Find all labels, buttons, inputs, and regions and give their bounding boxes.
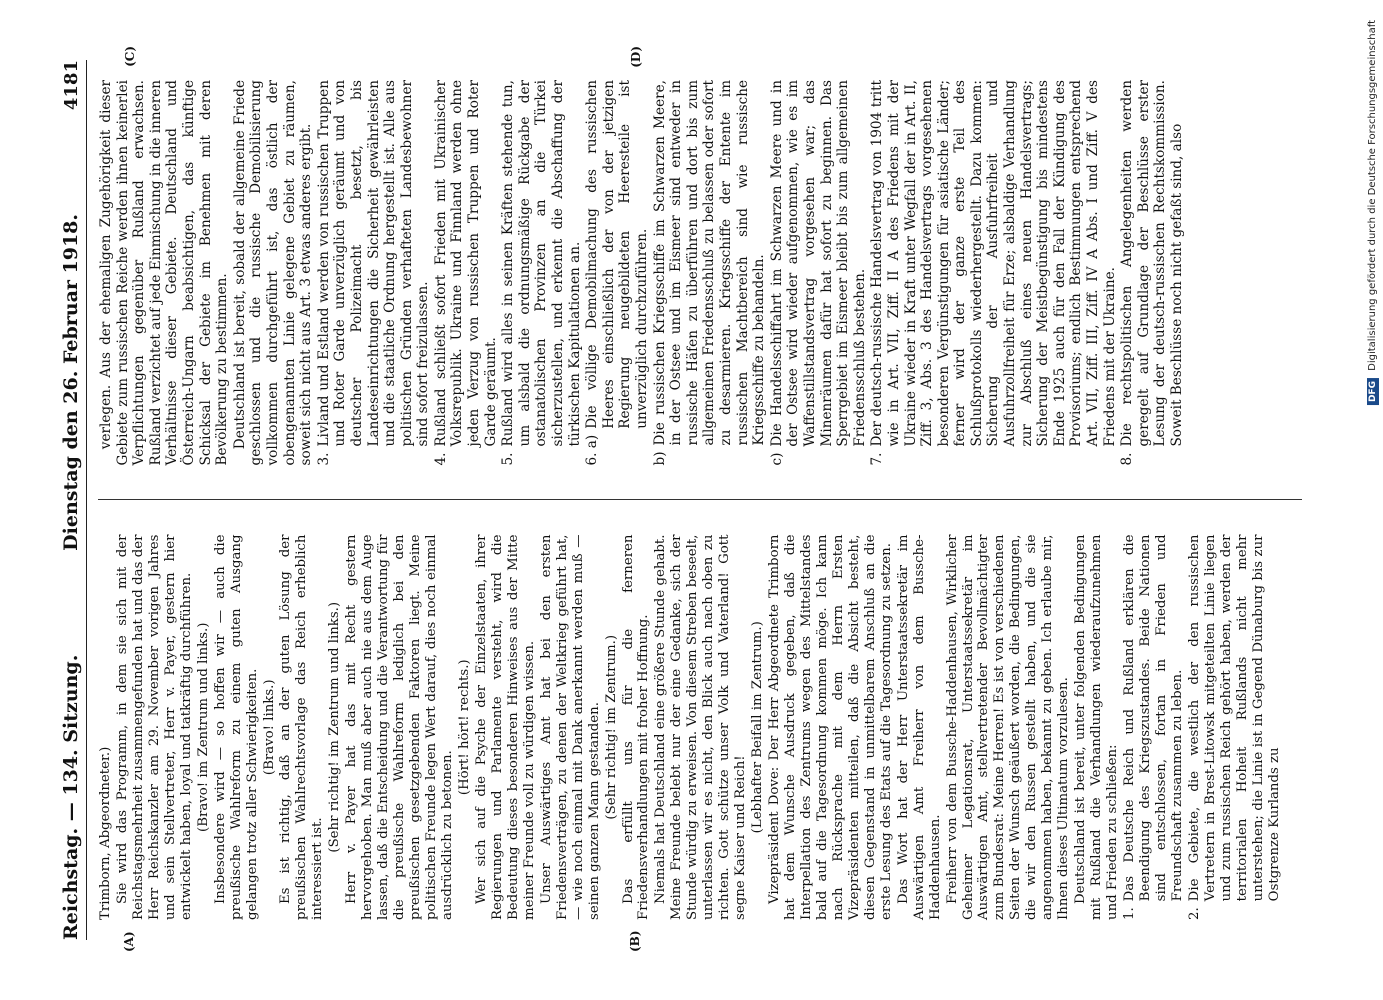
list-number: 7.: [868, 452, 885, 466]
dfg-side-note: [1367, 20, 1379, 405]
list-text: Die völlige Demobilmachung des russischen Heeres einschließlich der von der jetzigen Regierung neugebildeten Heeresteile ist unverzüglich durchzuführen.: [583, 80, 650, 429]
list-number: 2.: [1186, 907, 1202, 920]
list-item: [1186, 535, 1282, 921]
list-text: Rußland schließt sofort Frieden mit Ukrainischer Volksrepublik. Ukraine und Finnland werden ohne jeden Verzug von russischen Truppen und Roter Garde geräumt.: [432, 80, 499, 447]
paragraph: Das erfüllt uns für die ferneren Friedensverhandlungen mit froher Hoffnung.: [620, 534, 651, 920]
speaker-intro: Trimborn, Abgeordneter.): [97, 746, 113, 920]
right-column: [97, 46, 1302, 486]
dfg-logo: DFG: [1367, 378, 1379, 405]
list-number: 3.: [315, 452, 332, 466]
list-text: Rußland wird alles in seinen Kräften stehende tun, um alsbald die ordnungsmäßige Rückgabe der ostanatolischen Provinzen an die Türkei sicherzustellen, und erkennt die Abschaffung der türkischen Kapitulationen an.: [499, 80, 583, 447]
list-item: [432, 80, 498, 466]
list-text: Die russischen Kriegsschiffe im Schwarzen Meere, in der Ostsee und im Eismeer sind entweder in russische Häfen zu überführen und dort bis zum allgemeinen Friedensschluß zu belassen oder sofort zu desarmieren. Kriegsschiffe der Entente im russischen Machtbereich sind wie russische Kriegsschiffe zu behandeln.: [651, 80, 767, 446]
paragraph: Wer sich auf die Psyche der Einzelstaaten, ihrer Regierungen und Parlamente versteht, wird die Bedeutung dieses besonderen Hinweises aus der Mitte meiner Freunde voll zu würdigen wissen.: [473, 534, 537, 920]
rotated-page: [42, 30, 1342, 970]
paragraph: Herr v. Payer hat das mit Recht gestern hervorgehoben. Man muß aber auch nie aus dem Auge lassen, daß die Entscheidung und die Verantwortung für die preußische Wahlreform lediglich bei den preußischen gesetzgebenden Faktoren liegt. Meine politischen Freunde legen Wert darauf, dies noch einmal ausdrücklich zu betonen.: [343, 534, 455, 920]
list-item: [651, 80, 767, 466]
list-item: [315, 80, 431, 466]
paragraph: Unser Auswärtiges Amt hat bei den ersten Friedensverträgen, zu denen der Weltkrieg geführt hat, — wie noch einmal mit Dank anerkannt werden muß — seinen ganzen Mann gestanden.: [538, 534, 602, 920]
list-text: Der deutsch-russische Handelsvertrag von 1904 tritt wie in Art. VII, Ziff. II A des Friedens mit der Ukraine wieder in Kraft unter Wegfall der in Art. II, Ziff. 3, Abs. 3 des Handelsvertrags vorgesehenen besonderen Vergünstigungen für asiatische Länder; ferner wird der ganze erste Teil des Schlußprotokolls wiederhergestellt. Dazu kommen: Sicherung der Ausfuhrfreiheit und Ausfuhrzollfreiheit für Erze; alsbaldige Verhandlung zur Abschluß eines neuen Handelsvertrags; Sicherung der Meistbegünstigung bis mindestens Ende 1925 auch für den Fall der Kündigung des Provisoriums; endlich Bestimmungen entsprechend Art. VII, Ziff. III, Ziff. IV A Abs. I und Ziff. V des Friedens mit der Ukraine.: [868, 80, 1118, 447]
list-text: Die Handelsschiffahrt im Schwarzen Meere und in der Ostsee wird wieder aufgenommen, wie es im Waffenstillstandsvertrag vorgesehen war; das Minenräumen dafür hat sofort zu beginnen. Das Sperrgebiet im Eismeer bleibt bis zum allgemeinen Friedensschluß bestehen.: [768, 80, 868, 447]
paragraph: Niemals hat Deutschland eine größere Stunde gehabt. Meine Freunde belebt nur der eine Gedanke, sich der Stunde würdig zu erweisen. Von diesem Streben beseelt, unterlassen wir es nicht, den Blick auch nach oben zu richten. Gott schütze unser Volk und Vaterland! Gott segne Kaiser und Reich!: [652, 534, 748, 920]
left-paragraphs: [114, 535, 1120, 921]
list-number: 6. a): [583, 434, 600, 466]
paragraph: Vizepräsident Dove: Der Herr Abgeordnete Trimborn hat dem Wunsche Ausdruck gegeben, daß die Interpellation des Zentrums wegen des Mittelstandes bald auf die Tagesordnung kommen möge. Ich kann nach Rücksprache mit dem Herrn Ersten Vizepräsidenten mitteilen, daß die Absicht besteht, diesen Gegenstand in unmittelbarem Anschluß an die erste Lesung des Etats auf die Tagesordnung zu setzen.: [766, 534, 894, 920]
list-number: 1.: [1121, 907, 1137, 920]
paragraph: Sie wird das Programm, in dem sie sich mit der Reichstagsmehrheit zusammengefunden hat und das der Herr Reichskanzler am 29. November vorigen Jahres und sein Stellvertreter, Herr v. Payer, gestern hier entwickelt haben, loyal und tatkräftig durchführen.: [114, 534, 194, 920]
paragraph: Deutschland ist bereit, sobald der allgemeine Friede geschlossen und die russische Demobilisierung vollkommen durchgeführt ist, das östlich der obengenannten Linie gelegene Gebiet zu räumen, soweit sich nicht aus Art. 3 etwas anderes ergibt.: [231, 80, 314, 466]
list-number: 5.: [499, 452, 516, 466]
header-left: Reichstag. — 134. Sitzung.: [59, 654, 82, 940]
list-text: Die rechtspolitischen Angelegenheiten werden geregelt auf Grundlage der Beschlüsse erster Lesung der deutsch-russischen Rechtskommission. Soweit Beschlüsse noch nicht gefaßt sind, also: [1118, 80, 1185, 447]
columns: [97, 46, 1302, 952]
list-item: [768, 80, 868, 466]
paragraph: Es ist richtig, daß an der guten Lösung der preußischen Wahlrechtsvorlage das Reich erheblich interessiert ist.: [277, 534, 325, 920]
right-list: [315, 80, 1185, 466]
paragraph: Deutschland ist bereit, unter folgenden Bedingungen mit Rußland die Verhandlungen wiederaufzunehmen und Frieden zu schließen:: [1072, 534, 1120, 920]
paragraph: (Sehr richtig! im Zentrum und links.): [326, 601, 342, 853]
paragraph: (Bravo! links.): [261, 679, 277, 776]
margin-mark-c: (C): [122, 46, 137, 67]
list-text: Livland und Estland werden von russischen Truppen und Roter Garde unverzüglich geräumt und von deutscher Polizeimacht besetzt, bis Landeseinrichtungen die Sicherheit gewährleisten und die staatliche Ordnung hergestellt ist. Alle aus politischen Gründen verhafteten Landesbewohner sind sofort freizulassen.: [315, 80, 431, 447]
list-item: [500, 80, 583, 466]
column-divider: [98, 500, 1302, 501]
margin-mark-d: (D): [628, 46, 643, 68]
page-number: 4181: [60, 60, 82, 111]
header-date: Dienstag den 26. Februar 1918.: [59, 213, 82, 551]
paragraph: Freiherr von dem Bussche-Haddenhausen, Wirklicher Geheimer Legationsrat, Unterstaatssekretär im Auswärtigen Amt, stellvertretender Bevollmächtigter zum Bundesrat: Meine Herren! Es ist von verschiedenen Seiten der Wunsch geäußert worden, die Bedingungen, die wir den Russen gestellt haben, und die sie angenommen haben, bekannt zu geben. Ich erlaube mir, Ihnen dieses Ultimatum vorzulesen.: [944, 534, 1071, 920]
list-number: 4.: [432, 452, 449, 466]
list-item: [869, 80, 1118, 466]
paragraph: (Lebhafter Beifall im Zentrum.): [749, 621, 765, 834]
list-number: c): [768, 452, 785, 466]
paragraph: Insbesondere wird — so hoffen wir — auch die preußische Wahlreform zu einem guten Ausgang gelangen trotz aller Schwierigkeiten.: [212, 534, 260, 920]
page-header: [52, 60, 87, 940]
dfg-credit: Digitalisierung gefördert durch die Deutsche Forschungsgemeinschaft: [1367, 20, 1378, 371]
list-number: b): [651, 451, 668, 466]
paragraph: verlegen. Aus der ehemaligen Zugehörigkeit dieser Gebiete zum russischen Reiche werden ihnen keinerlei Verpflichtungen gegenüber Rußland erwachsen. Rußland verzichtet auf jede Einmischung in die inneren Verhältnisse dieser Gebiete. Deutschland und Österreich-Ungarn beabsichtigen, das künftige Schicksal der Gebiete im Benehmen mit deren Bevölkerung zu bestimmen.: [97, 80, 230, 466]
left-column: [97, 515, 1302, 952]
paragraph: (Hört! hört! rechts.): [456, 659, 472, 796]
list-item: [1122, 535, 1186, 921]
paragraph: (Sehr richtig! im Zentrum.): [603, 634, 619, 820]
margin-mark-a: (A): [121, 931, 136, 952]
list-item: [584, 80, 650, 466]
list-text: Die Gebiete, die westlich der den russischen Vertretern in Brest-Litowsk mitgeteilten Linie liegen und zum russischen Reich gehört haben, werden der territorialen Hoheit Rußlands nicht mehr unterstehen; die Linie ist in Gegend Dünaburg bis zur Ostgrenze Kurlands zu: [1186, 534, 1282, 902]
list-text: Das Deutsche Reich und Rußland erklären die Beendigung des Kriegszustandes. Beide Nationen sind entschlossen, fortan in Frieden und Freundschaft zusammen zu leben.: [1121, 534, 1185, 902]
paragraph: Das Wort hat der Herr Unterstaatssekretär im Auswärtigen Amt Freiherr von dem Bussche-Haddenhausen.: [895, 534, 943, 920]
right-paragraphs: [98, 80, 315, 466]
paragraph: (Bravo! im Zentrum und links.): [195, 622, 211, 832]
list-number: 8.: [1118, 452, 1135, 466]
left-list: [1122, 535, 1283, 921]
margin-mark-b: (B): [627, 930, 642, 952]
list-item: [1119, 80, 1185, 466]
